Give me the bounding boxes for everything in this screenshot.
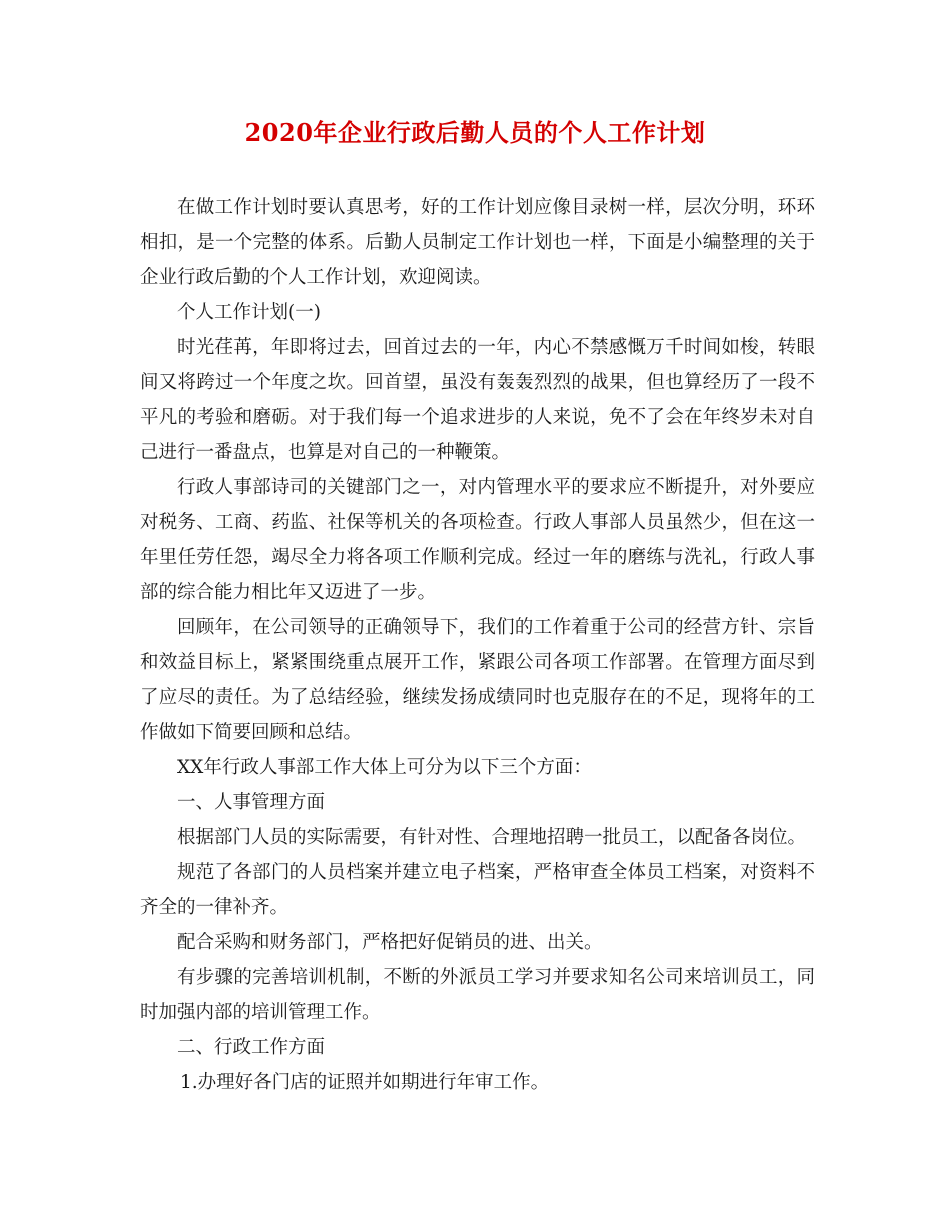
section-heading-plan-one: 个人工作计划(一): [177, 302, 321, 323]
body-paragraph: 根据部门人员的实际需要，有针对性、合理地招聘一批员工，以配备各岗位。: [177, 827, 807, 848]
list-item: 1.办理好各门店的证照并如期进行年审工作。: [180, 1072, 550, 1093]
document-title: 2020年企业行政后勤人员的个人工作计划: [244, 118, 706, 147]
body-paragraph: 时光荏苒，年即将过去，回首过去的一年，内心不禁感慨万千时间如梭，转眼间又将跨过一个年度之坎。回首望，虽没有轰轰烈烈的战果，但也算经历了一段不平凡的考验和磨砺。对于我们每一个追求进步的人来说，免不了会在年终岁未对自己进行一番盘点，也算是对自己的一种鞭策。: [140, 337, 815, 463]
section-heading-administration: 二、行政工作方面: [177, 1037, 326, 1058]
body-paragraph: XX年行政人事部工作大体上可分为以下三个方面：: [177, 757, 592, 778]
body-paragraph: 回顾年，在公司领导的正确领导下，我们的工作着重于公司的经营方针、宗旨和效益目标上，紧紧围绕重点展开工作，紧跟公司各项工作部署。在管理方面尽到了应尽的责任。为了总结经验，继续发扬成绩同时也克服存在的不足，现将年的工作做如下简要回顾和总结。: [140, 617, 815, 743]
section-heading-personnel: 一、人事管理方面: [177, 792, 326, 813]
intro-paragraph: 在做工作计划时要认真思考，好的工作计划应像目录树一样，层次分明，环环相扣，是一个完整的体系。后勤人员制定工作计划也一样，下面是小编整理的关于企业行政后勤的个人工作计划，欢迎阅读。: [140, 197, 815, 288]
body-paragraph: 规范了各部门的人员档案并建立电子档案，严格审查全体员工档案，对资料不齐全的一律补齐。: [140, 862, 815, 918]
body-paragraph: 有步骤的完善培训机制，不断的外派员工学习并要求知名公司来培训员工，同时加强内部的培训管理工作。: [140, 967, 815, 1023]
body-paragraph: 行政人事部诗司的关键部门之一，对内管理水平的要求应不断提升，对外要应对税务、工商、药监、社保等机关的各项检查。行政人事部人员虽然少，但在这一年里任劳任怨，竭尽全力将各项工作顺利完成。经过一年的磨练与洗礼，行政人事部的综合能力相比年又迈进了一步。: [140, 477, 815, 603]
body-paragraph: 配合采购和财务部门，严格把好促销员的进、出关。: [177, 932, 603, 953]
document-body: [140, 190, 815, 1100]
